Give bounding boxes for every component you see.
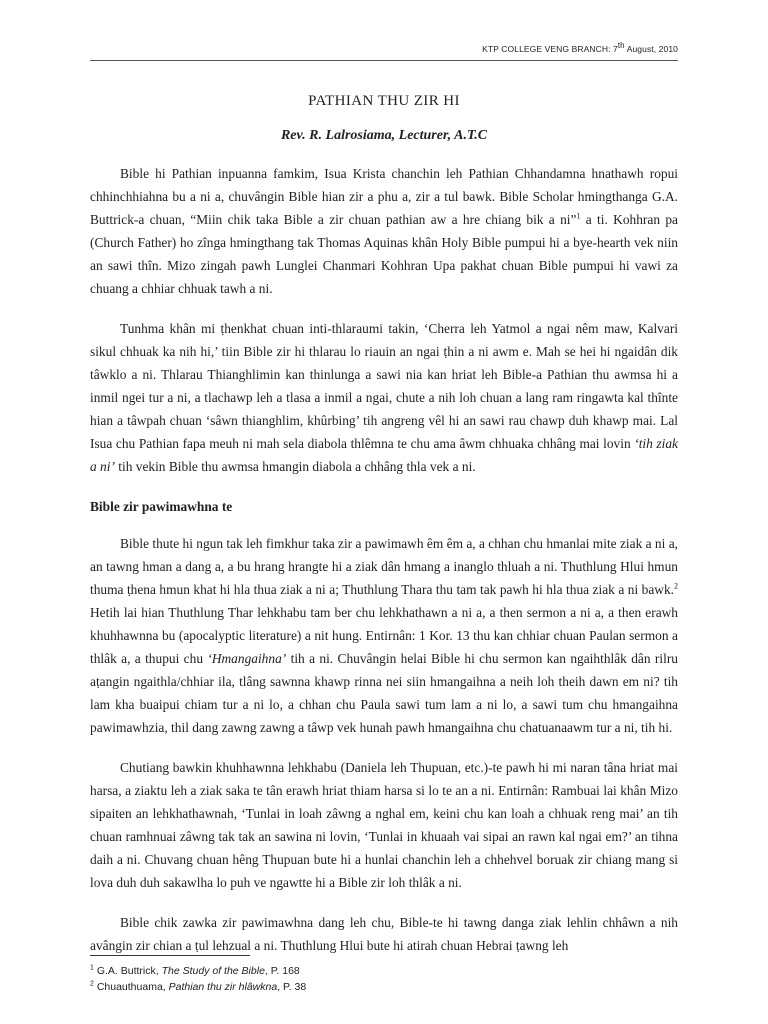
footnote-1 bbox=[90, 963, 678, 979]
header-date: August, 2010 bbox=[624, 44, 678, 54]
footnote-1-page: , P. 168 bbox=[264, 965, 300, 977]
footnote-ref-1: 1 bbox=[576, 211, 581, 221]
footnote-1-number: 1 bbox=[90, 964, 94, 972]
footnote-2-author: Chuauthuama, bbox=[93, 981, 169, 993]
page-title: PATHIAN THU ZIR HI bbox=[308, 93, 460, 109]
paragraph-3-text-a: Bible thute hi ngun tak leh fimkhur taka zir a pawimawh êm êm a, a chhan chu hmanlai mite ziak a ni a, an tawng hman a dang a, a bu hrang hrangte hi a ziak dân hmang a inanglo thluah a ni. Thuthlung Hlui hmun thuma ṭhena hmun khat hi hla thua ziak a ni a; Thuthlung Thara thu tam tak pawh hi hla thua ziak a ni bawk. bbox=[90, 536, 678, 597]
footnote-2-number: 2 bbox=[90, 980, 94, 988]
footnote-rule bbox=[90, 955, 250, 956]
paragraph-3 bbox=[90, 532, 678, 739]
footnote-1-title: The Study of the Bible bbox=[161, 965, 265, 977]
paragraph-2-text-b: tih vekin Bible thu awmsa hmangin diabola a chhâng thla vek a ni. bbox=[114, 459, 476, 474]
section-heading: Bible zir pawimawhna te bbox=[90, 499, 233, 514]
paragraph-5: Bible chik zawka zir pawimawhna dang leh chu, Bible-te hi tawng danga ziak lehlin chhâwn a nih avângin zir chian a ṭul lehzual a ni. Thuthlung Hlui bute hi atirah chuan Hebrai ṭawng leh bbox=[90, 915, 678, 953]
paragraph-2-text-a: Tunhma khân mi ṭhenkhat chuan inti-thlaraumi takin, ‘Cherra leh Yatmol a ngai nêm maw, Kalvari sikul chhuak ka nih hi,’ tiin Bible zir hi thlarau lo riauin an ngai ṭhin a ni awm e. Mah se hei hi ngaidân dik tâwklo a ni. Thlarau Thianghlimin kan thinlunga a sawi nia kan hriat leh Bible-a Pathian thu awmsa hi a inmil ngei tur a ni, a tlachawp leh a tlasa a inmil a ngai, chute a nih loh chuan a lang ram ringawta kal thînte hian a tâwpah chuan ‘sâwn thianghlim, khûrbing’ tih angreng vêl hi an sawi rau chawp duh khawp mai. Lal Isua chu Pathian fapa meuh ni mah sela diabola thlêmna te chu ama âwm chhuaka chhâng mai lovin bbox=[90, 321, 678, 451]
paragraph-1-text-b: a ti. Kohhran pa (Church Father) ho zînga hmingthang tak Thomas Aquinas khân Holy Bible pumpui hi a bye-hearth vek niin an sawi thîn. Mizo zingah pawh Lunglei Chanmari Kohhran Upa pakhat chuan Bible pumpui hi vawi za chuang a chhiar chhuak tawh a ni. bbox=[90, 212, 678, 296]
article-body bbox=[90, 162, 678, 974]
paragraph-2 bbox=[90, 317, 678, 478]
header-rule bbox=[90, 60, 678, 61]
header-date-suffix: th bbox=[617, 41, 625, 51]
header-text: KTP COLLEGE VENG BRANCH: 7 bbox=[482, 44, 618, 54]
footnote-ref-2: 2 bbox=[674, 581, 678, 591]
footnote-1-author: G.A. Buttrick, bbox=[93, 965, 162, 977]
paragraph-3-text-c: tih a ni. Chuvângin helai Bible hi chu sermon kan ngaihthlâk dân rilru aṭangin ngaithla/chhiar ila, tlâng sawnna khawp rinna nei siin hmangaihna a neih loh theih dawn em ni? tih lam kha buaipui chiam tur a ni lo, a chhan chu Paula sawi tum lam a ni lo, a sawi tum chu hmangaihna pawimawhzia, thil dang zawng zawng a tâwp vek hunah pawh hmangaihna chu chatuanaawm tur a ni, tih hi. bbox=[90, 651, 678, 735]
paragraph-4: Chutiang bawkin khuhhawnna lehkhabu (Daniela leh Thupuan, etc.)-te pawh hi mi naran tâna hriat mai harsa, a ziaktu leh a ziak saka te tân erawh hriat thiam harsa si lo te an a ni. Entirnân: Rambuai lai khân Mizo sipaiten an lehkhathawnah, ‘Tunlai in loah zâwng a nghal em, keini chu kan loah a chhuak reng mai’ an tih chuan ramhnuai zâwng tak tak an sawina ni lovin, ‘Tunlai in khuaah vai sipai an rawn kal ngai em?’ an tihna daih a ni. Chuvang chuan hêng Thupuan bute hi a hunlai chanchin leh a chhehvel boruak zir chiang mang si lova duh duh sakawlha lo puh ve ngawtte hi a Bible zir loh thlâk a ni. bbox=[90, 760, 678, 890]
running-header bbox=[90, 41, 678, 54]
paragraph-1 bbox=[90, 162, 678, 300]
paragraph-2-italic: ‘tih ziak a ni’ bbox=[90, 436, 678, 474]
paragraph-3-text-b: Hetih lai hian Thuthlung Thar lehkhabu tam ber chu lehkhathawn a ni a, a then sermon a ni a, a then erawh khuhhawnna bu (apocalyptic literature) a nit hung. Entirnân: 1 Kor. 13 thu kan chhiar chuan Paulan sermon a thlâk a, a thupui chu bbox=[90, 605, 678, 666]
footnote-2-page: , P. 38 bbox=[277, 981, 307, 993]
paragraph-3-italic: ‘Hmangaihna’ bbox=[207, 651, 287, 666]
footnote-2-title: Pathian thu zir hlâwkna bbox=[168, 981, 278, 993]
paragraph-1-text-a: Bible hi Pathian inpuanna famkim, Isua Krista chanchin leh Pathian Chhandamna hnathawh ropui chhinchhiahna bu a ni a, chuvângin Bible hian zir a phu a, zir a tul bawk. Bible Scholar hmingthanga G.A. Buttrick-a chuan, “Miin chik taka Bible a zir chuan pathian aw a hre chiang bik a ni” bbox=[90, 166, 678, 227]
footnotes bbox=[90, 963, 678, 995]
author-line: Rev. R. Lalrosiama, Lecturer, A.T.C bbox=[280, 128, 488, 143]
footnote-2 bbox=[90, 979, 678, 995]
